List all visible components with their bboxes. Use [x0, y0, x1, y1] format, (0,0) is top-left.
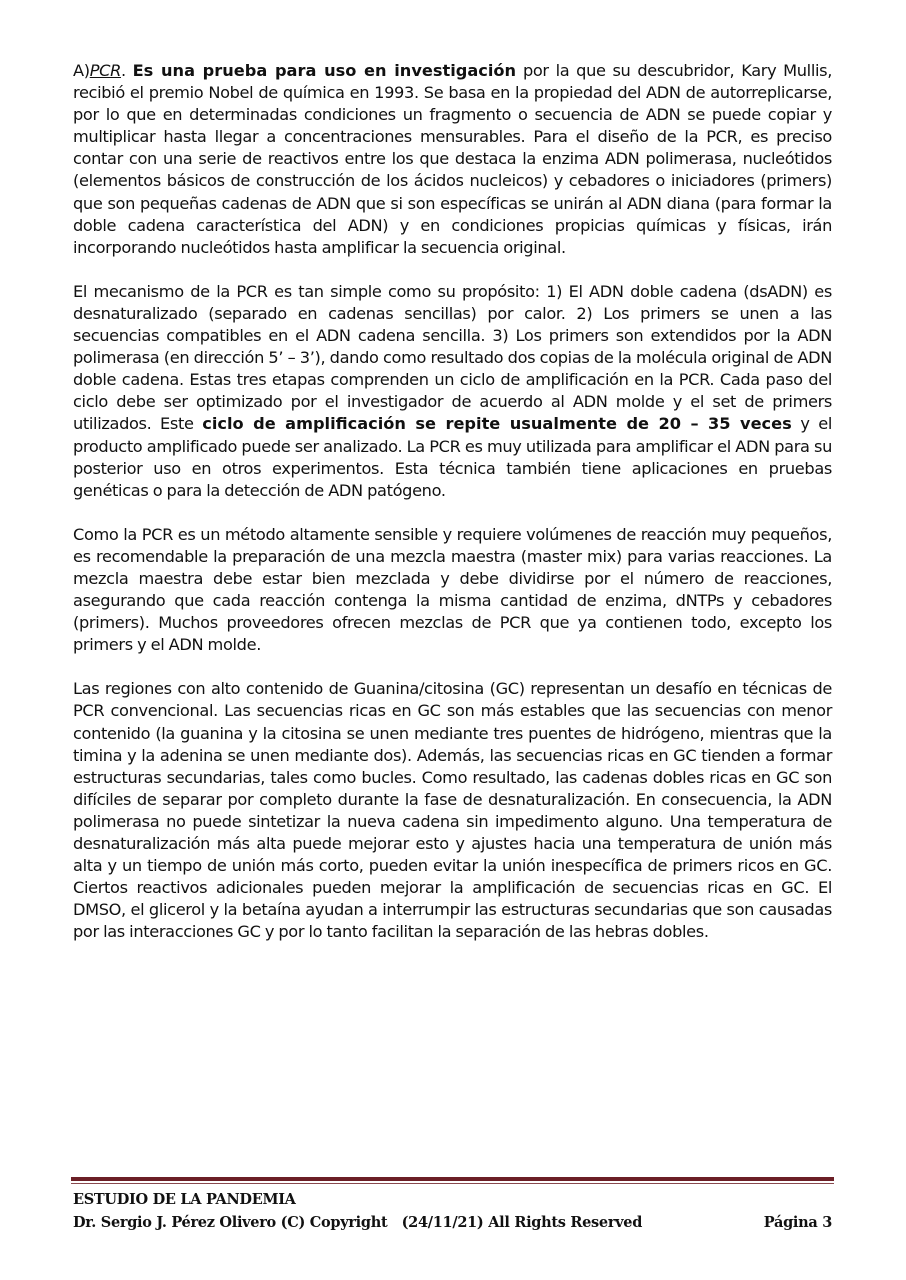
footer-copyright-row: [73, 1211, 832, 1234]
page-number: Página 3: [763, 1214, 832, 1231]
page-footer: [73, 1188, 832, 1234]
paragraph-pcr-intro: [73, 60, 832, 259]
paragraph-text: y el producto amplificado puede ser analizado. La PCR es muy utilizada para amplificar el ADN para su posterior uso en otros experimentos. Esta técnica también tiene aplicaciones en pruebas genéticas o para la detección de ADN patógeno.: [73, 414, 832, 500]
paragraph-text: Las regiones con alto contenido de Guanina/citosina (GC) representan un desafío en técnicas de PCR convencional. Las secuencias ricas en GC son más estables que las secuencias con menor contenido (la guanina y la citosina se unen mediante tres puentes de hidrógeno, mientras que la timina y la adenina se unen mediante dos). Además, las secuencias ricas en GC tienden a formar estructuras secundarias, tales como bucles. Como resultado, las cadenas dobles ricas en GC son difíciles de separar por completo durante la fase de desnaturalización. En consecuencia, la ADN polimerasa no puede sintetizar la nueva cadena sin impedimento alguno. Una temperatura de desnaturalización más alta puede mejorar esto y ajustes hacia una temperatura de unión más alta y un tiempo de unión más corto, pueden evitar la unión inespecífica de primers ricos en GC. Ciertos reactivos adicionales pueden mejorar la amplificación de secuencias ricas en GC. El DMSO, el glicerol y la betaína ayudan a interrumpir las estructuras secundarias que son causadas por las interacciones GC y por lo tanto facilitan la separación de las hebras dobles.: [73, 679, 832, 942]
document-body: [73, 60, 832, 965]
paragraph-pcr-mechanism: [73, 281, 832, 502]
footer-divider-thin: [71, 1183, 834, 1184]
footer-title-row: [73, 1188, 832, 1211]
bold-emphasis: ciclo de amplificación se repite usualmente de 20 – 35 veces: [202, 414, 792, 434]
paragraph-text: por la que su descubridor, Kary Mullis, recibió el premio Nobel de química en 1993. Se basa en la propiedad del ADN de autorreplicarse, por lo que en determinadas condiciones un fragmento o secuencia de ADN se puede copiar y multiplicar hasta llegar a concentraciones mensurables. Para el diseño de la PCR, es preciso contar con una serie de reactivos entre los que destaca la enzima ADN polimerasa, nucleótidos (elementos básicos de construcción de los ácidos nucleicos) y cebadores o iniciadores (primers) que son pequeñas cadenas de ADN que si son específicas se unirán al ADN diana (para formar la doble cadena característica del ADN) y en condiciones propicias químicas y físicas, irán incorporando nucleótidos hasta amplificar la secuencia original.: [73, 61, 832, 257]
paragraph-gc-regions: [73, 678, 832, 943]
paragraph-master-mix: [73, 524, 832, 657]
punctuation: .: [120, 61, 133, 80]
pcr-term: PCR: [89, 61, 121, 80]
section-label: A): [73, 61, 90, 80]
footer-title: ESTUDIO DE LA PANDEMIA: [73, 1191, 296, 1208]
footer-copyright: Dr. Sergio J. Pérez Olivero (C) Copyright (24/11/21) All Rights Reserved: [73, 1214, 643, 1231]
footer-divider: [71, 1177, 834, 1184]
footer-divider-thick: [71, 1177, 834, 1181]
bold-emphasis: Es una prueba para uso en investigación: [132, 61, 517, 80]
paragraph-text: Como la PCR es un método altamente sensible y requiere volúmenes de reacción muy pequeños, es recomendable la preparación de una mezcla maestra (master mix) para varias reacciones. La mezcla maestra debe estar bien mezclada y debe dividirse por el número de reacciones, asegurando que cada reacción contenga la misma cantidad de enzima, dNTPs y cebadores (primers). Muchos proveedores ofrecen mezclas de PCR que ya contienen todo, excepto los primers y el ADN molde.: [73, 524, 832, 655]
paragraph-text: El mecanismo de la PCR es tan simple como su propósito: 1) El ADN doble cadena (dsADN) es desnaturalizado (separado en cadenas sencillas) por calor. 2) Los primers se unen a las secuencias compatibles en el ADN cadena sencilla. 3) Los primers son extendidos por la ADN polimerasa (en dirección 5’ – 3’), dando como resultado dos copias de la molécula original de ADN doble cadena. Estas tres etapas comprenden un ciclo de amplificación en la PCR. Cada paso del ciclo debe ser optimizado por el investigador de acuerdo al ADN molde y el set de primers utilizados. Este: [73, 281, 832, 434]
